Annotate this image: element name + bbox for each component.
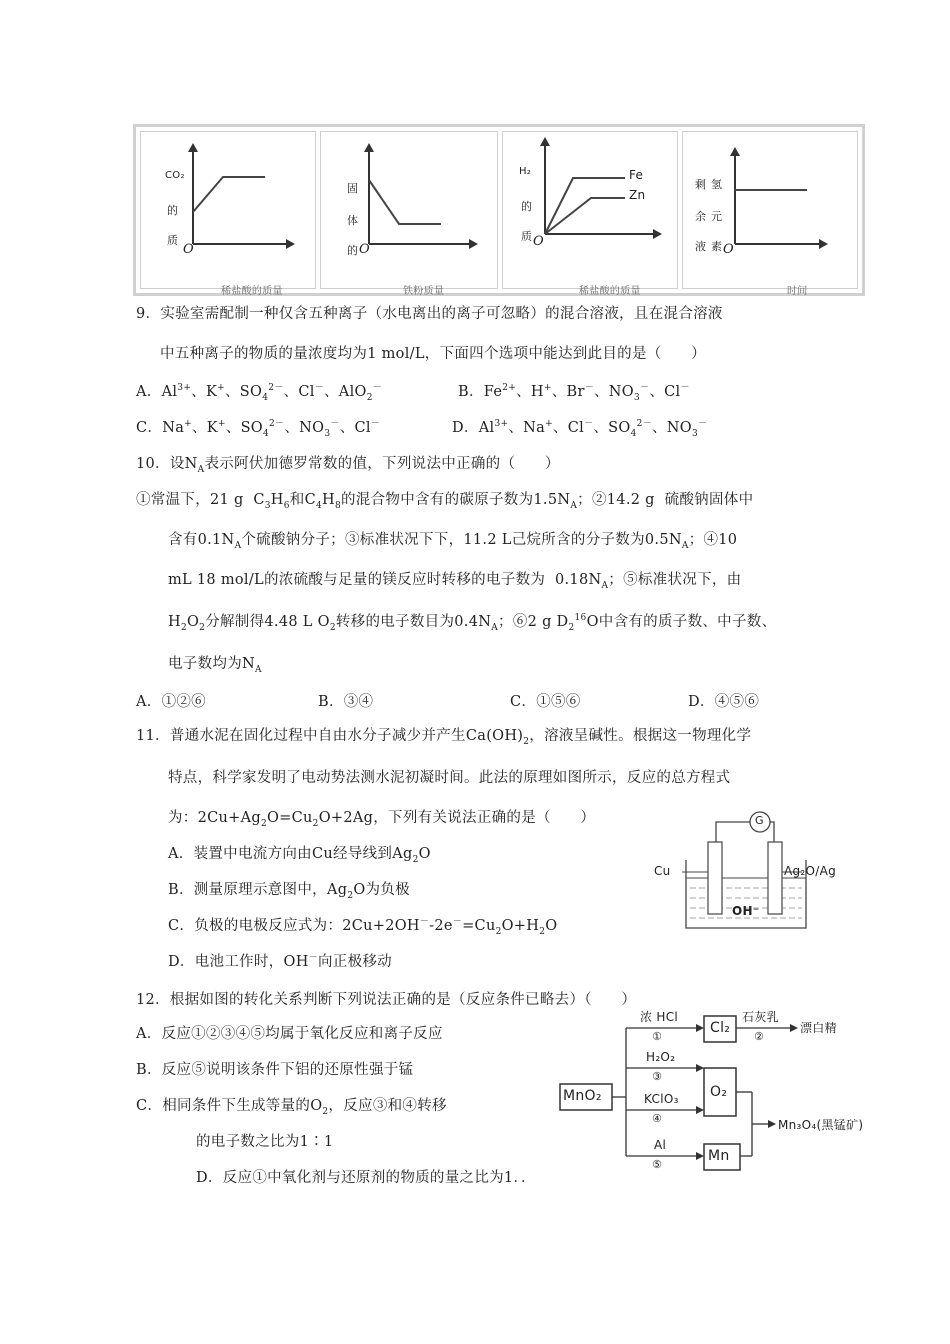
q12-opt-c1-rest: ，反应③和④转移: [328, 1098, 447, 1114]
q9-option-c: C．Na+、K+、$SO_4^{2-}$、$NO_3^-$、Cl－: [136, 419, 381, 439]
graph-3-series-fe: Fe: [629, 168, 644, 182]
q11-ag2o-label: Ag₂O/Ag: [784, 864, 837, 878]
graph-3-origin: O: [533, 234, 544, 249]
q11-cell-figure: [652, 800, 842, 936]
q12-o2-box: O₂: [710, 1084, 728, 1100]
graph-1-ylabel-1: CO₂: [165, 170, 185, 181]
graph-2-origin: O: [359, 242, 370, 257]
q12-option-a: A．反应①②③④⑤均属于氧化反应和离子反应: [136, 1026, 443, 1042]
graph-4-ylabel-5: 元: [711, 210, 723, 223]
q12-step-4: ④: [652, 1112, 663, 1125]
q10-statements-line3: mL 18 mol/L的浓硫酸与足量的镁反应时转移的电子数为 $0.18N_A$；⑤标准状况下，由: [168, 572, 742, 591]
graph-2-ylabel-1: 固: [347, 182, 359, 195]
graph-3-xlabel: 稀盐酸的质量: [579, 286, 641, 297]
q12-conversion-figure: [556, 1006, 886, 1186]
q9-stem-line1: 9．实验室需配制一种仅含五种离子（水电离出的离子可忽略）的混合溶液，且在混合溶液: [136, 306, 723, 322]
q11-opt-d-end: 向正极移动: [317, 954, 392, 970]
graph-3-series-zn: Zn: [629, 188, 646, 202]
q12-option-c-line2: 的电子数之比为1∶1: [196, 1134, 334, 1150]
q11-option-a: A．装置中电流方向由Cu经导线到$Ag_2O$: [168, 846, 431, 865]
q11-stem-line3: 为：$2Cu+Ag_2O=Cu_2O+2Ag$，下列有关说法正确的是（ ）: [168, 810, 596, 829]
q12-mn3o4: Mn₃O₄(黑锰矿): [778, 1118, 864, 1132]
q10-statements-line1: ①常温下，21 g $C_3H_6$和$C_4H_8$的混合物中含有的碳原子数为$1.5N_A$；②14.2 g 硫酸钠固体中: [136, 492, 754, 511]
graph-3-ylabel-1: H₂: [519, 166, 532, 177]
q12-bleach: 漂白精: [800, 1021, 837, 1035]
graph-4: [682, 131, 858, 297]
q11-oh-label: OH⁻: [732, 904, 760, 918]
graph-4-ylabel-3: 液: [695, 240, 707, 253]
q12-step-1: ①: [652, 1030, 663, 1043]
q9-option-b-label: B．: [458, 384, 484, 400]
q10-option-a: A．①②⑥: [136, 694, 206, 710]
graph-2-axes: [321, 132, 499, 290]
q12-option-c-line1: C．相同条件下生成等量的$O_2$，反应③和④转移: [136, 1098, 447, 1117]
q11-option-d: D．电池工作时，OH－向正极移动: [168, 953, 392, 970]
graph-3-ylabel-3: 质: [521, 230, 533, 243]
q12-step-3: ③: [652, 1070, 663, 1083]
q12-step-2: ②: [754, 1030, 765, 1043]
graph-4-ylabel-2: 余: [695, 210, 707, 223]
q11-option-c: C．负极的电极反应式为：$2Cu+2OH^--2e^-=Cu_2O+H_2O$: [168, 917, 558, 937]
q10-stem-rest: 表示阿伏加德罗常数的值，下列说法中正确的（ ）: [204, 456, 560, 472]
graph-4-axes: [683, 132, 859, 290]
q12-reagent-2: 石灰乳: [742, 1010, 779, 1024]
q11-stem-line1: 11．普通水泥在固化过程中自由水分子减少并产生$Ca(OH)_2$，溶液呈碱性。根据这一物理化学: [136, 728, 752, 747]
q11-cu-label: Cu: [654, 864, 671, 878]
graph-1-ylabel-3: 质: [167, 234, 179, 247]
q9-option-d-label: D．: [452, 420, 479, 436]
q9-option-d: D．$Al^{3+}$、Na+、Cl－、$SO_4^{2-}$、$NO_3^-$: [452, 419, 708, 439]
q12-reagent-3: H₂O₂: [646, 1050, 676, 1064]
q11-stem-line2: 特点，科学家发明了电动势法测水泥初凝时间。此法的原理如图所示，反应的总方程式: [168, 770, 731, 786]
q11-option-b: B．测量原理示意图中，$Ag_2O$为负极: [168, 882, 410, 901]
q11-stem1-a: 11．普通水泥在固化过程中自由水分子减少并产生Ca(OH): [136, 728, 524, 744]
q12-stem: 12．根据如图的转化关系判断下列说法正确的是（反应条件已略去）（ ）: [136, 992, 637, 1008]
graph-2-xlabel: 铁粉质量: [403, 286, 445, 297]
graph-2-ylabel-2: 体: [347, 214, 359, 227]
q11-meter-label: G: [755, 814, 764, 827]
q11-opt-a-end: O: [418, 846, 431, 862]
graph-4-ylabel-4: 氢: [711, 178, 723, 191]
graph-1: [140, 131, 316, 297]
graph-3: [502, 131, 678, 297]
q9-option-a-label: A．: [136, 384, 162, 400]
graph-4-ylabel-1: 剩: [695, 178, 707, 191]
q11-opt-b-end: O为负极: [353, 882, 410, 898]
graph-2: [320, 131, 498, 297]
q10-statements-line5: 电子数均为$N_A$: [168, 656, 262, 675]
q11-opt-c-end: O: [545, 918, 558, 934]
q9-option-c-label: C．: [136, 420, 163, 436]
graph-1-origin: O: [183, 242, 194, 257]
graph-3-ylabel-2: 的: [521, 200, 533, 213]
q10-stem: [136, 452, 560, 475]
q11-opt-a-text: A．装置中电流方向由Cu经导线到Ag: [168, 846, 413, 862]
q12-opt-c1: C．相同条件下生成等量的O: [136, 1098, 323, 1114]
q11-opt-c-mid: -2e: [429, 918, 453, 934]
q12-mno2-box: MnO₂: [563, 1088, 602, 1104]
graph-4-ylabel-6: 素: [711, 240, 723, 253]
q10-option-d: D．④⑤⑥: [688, 694, 760, 710]
q10-statements-line2: 含有$0.1N_A$个硫酸钠分子；③标准状况下下，11.2 L己烷所含的分子数为$0.5N_A$；④10: [168, 532, 738, 551]
q11-stem3-c: O+2Ag，下列有关说法正确的是（ ）: [318, 810, 596, 826]
q9-stem-line2: 中五种离子的物质的量浓度均为1 mol/L，下面四个选项中能达到此目的是（ ）: [160, 346, 706, 362]
graph-strip: [133, 124, 865, 296]
q9-option-b: B．$Fe^{2+}$、H+、Br－、$NO_3^-$、Cl－: [458, 383, 690, 403]
q11-stem3-a: 为：2Cu+Ag: [168, 810, 261, 826]
q12-reagent-1: 浓 HCl: [640, 1010, 679, 1024]
graph-2-ylabel-3: 的: [347, 244, 359, 257]
q9-option-a: A．$Al^{3+}$、K+、$SO_4^{2-}$、Cl－、AlO$_2$－: [136, 383, 383, 403]
graph-1-ylabel-2: 的: [167, 204, 179, 217]
graph-4-origin: O: [723, 242, 734, 257]
q11-opt-c-mid2: =Cu: [462, 918, 496, 934]
graph-1-xlabel: 稀盐酸的质量: [221, 286, 283, 297]
q12-option-d: D．反应①中氧化剂与还原剂的物质的量之比为1．．: [196, 1170, 536, 1186]
q11-opt-c-mid3: O+H: [501, 918, 540, 934]
q12-reagent-5: Al: [654, 1138, 667, 1152]
q10-stem-sub: A: [197, 464, 205, 475]
q12-option-b: B．反应⑤说明该条件下铝的还原性强于锰: [136, 1062, 414, 1078]
q12-reagent-4: KClO₃: [644, 1092, 679, 1106]
q10-stem-start: 10．设N: [136, 456, 198, 472]
q12-cl2-box: Cl₂: [710, 1020, 731, 1036]
graph-4-xlabel: 时间: [787, 286, 808, 297]
q12-step-5: ⑤: [652, 1158, 663, 1171]
q11-stem3-b: O=Cu: [267, 810, 313, 826]
q10-statements-line4: $H_2O_2$分解制得4.48 L $O_2$转移的电子数目为$0.4N_A$；⑥2 g $D_2^{16}O$中含有的质子数、中子数、: [168, 613, 777, 633]
q11-opt-b-text: B．测量原理示意图中，Ag: [168, 882, 348, 898]
q11-opt-d-text: D．电池工作时，OH: [168, 954, 309, 970]
q11-opt-c-text: C．负极的电极反应式为：2Cu+2OH: [168, 918, 420, 934]
q10-option-b: B．③④: [318, 694, 374, 710]
q10-option-c: C．①⑤⑥: [510, 694, 581, 710]
q11-stem1-b: ，溶液呈碱性。根据这一物理化学: [529, 728, 752, 744]
q12-mn-box: Mn: [708, 1148, 730, 1164]
